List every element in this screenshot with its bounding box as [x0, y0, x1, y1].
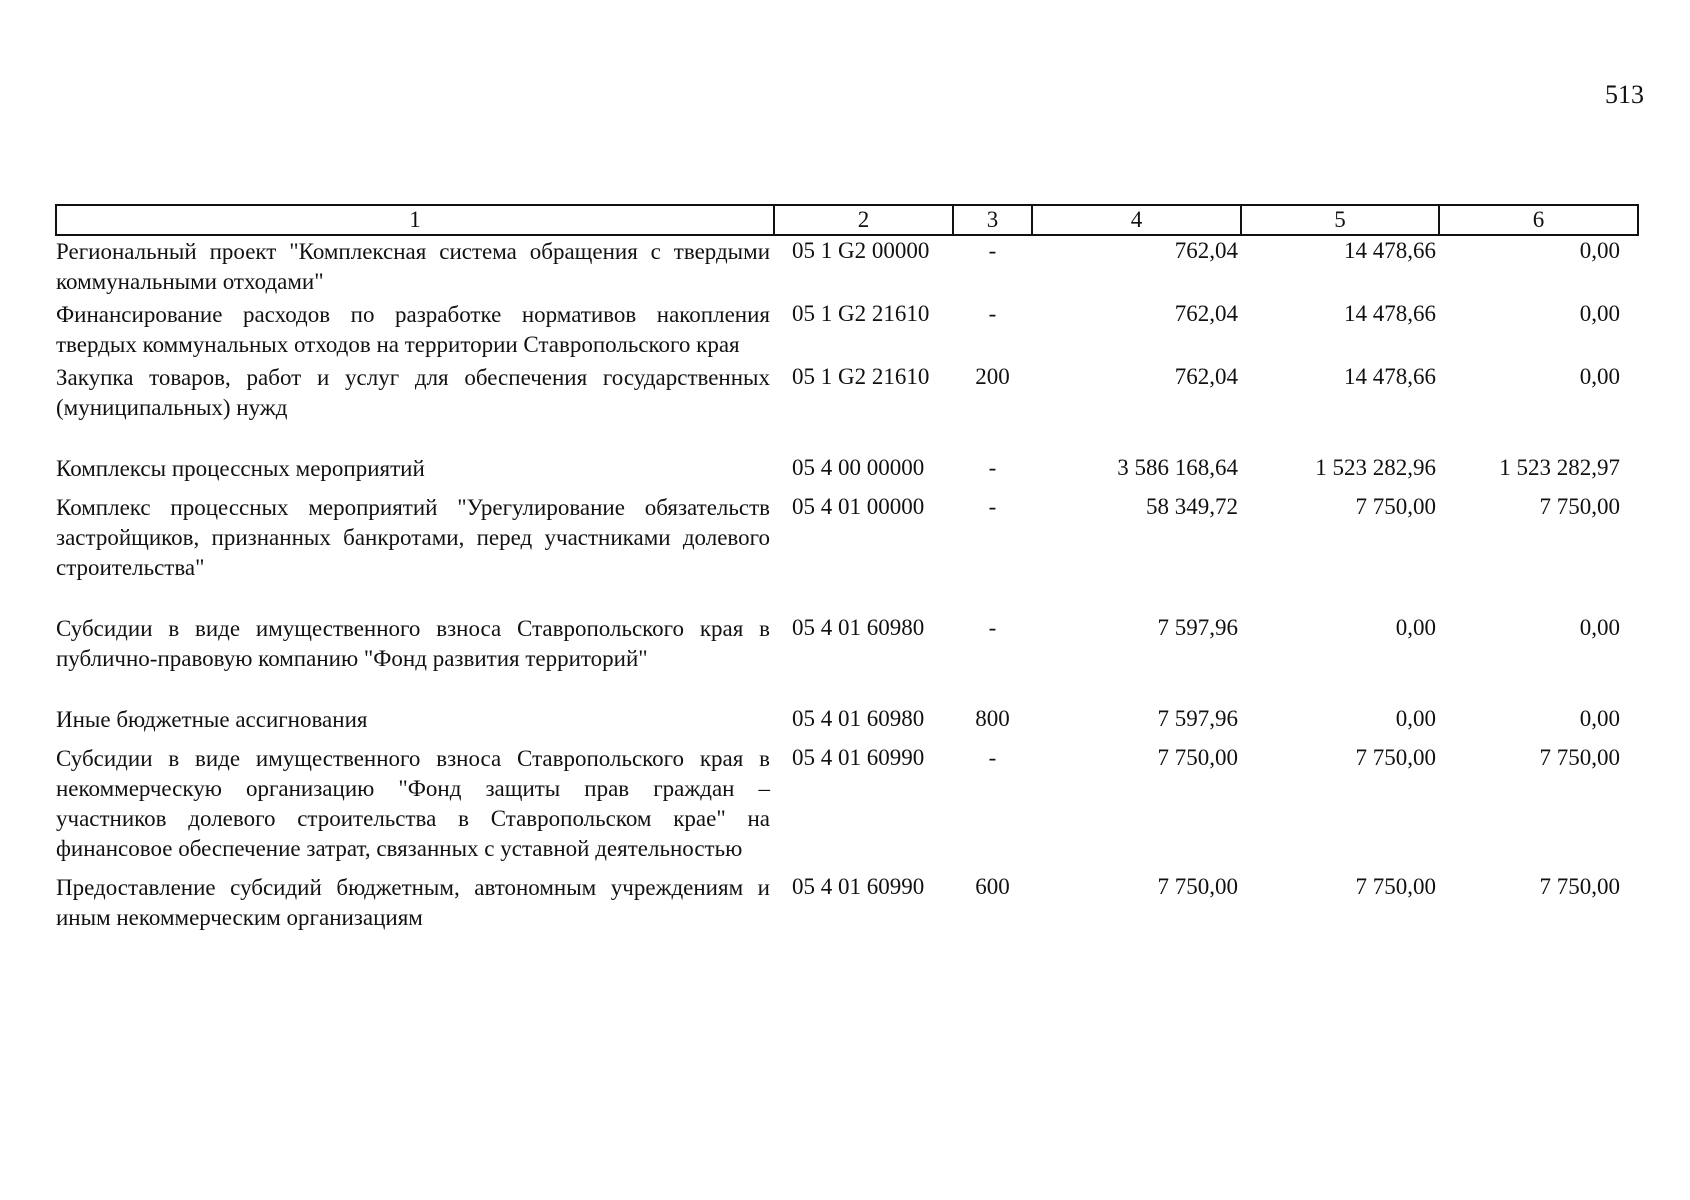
row-value-col6: 7 750,00 — [1539, 745, 1620, 770]
row-value-col6: 0,00 — [1579, 301, 1620, 326]
table-row — [56, 362, 1638, 453]
table-row — [56, 613, 1638, 704]
row-value-col6: 0,00 — [1579, 238, 1620, 263]
row-value-col4: 762,04 — [1174, 301, 1238, 326]
row-value-col6: 7 750,00 — [1539, 874, 1620, 899]
row-code: 05 1 G2 21610 — [792, 301, 930, 326]
row-code: 05 4 01 60990 — [792, 874, 925, 899]
row-value-col5: 0,00 — [1395, 706, 1436, 731]
row-name: Иные бюджетные ассигнования — [56, 707, 368, 732]
row-value-col4: 7 750,00 — [1157, 874, 1238, 899]
row-value-col5: 7 750,00 — [1355, 874, 1436, 899]
header-cell-4: 4 — [1032, 205, 1241, 235]
header-row — [56, 205, 1638, 235]
table-row — [56, 299, 1638, 362]
row-value-col4: 7 597,96 — [1157, 615, 1238, 640]
budget-table — [55, 204, 1639, 933]
row-expense-type: - — [988, 238, 997, 263]
table-row — [56, 743, 1638, 872]
row-value-col4: 3 586 168,64 — [1117, 455, 1238, 480]
header-cell-6: 6 — [1439, 205, 1638, 235]
row-value-col4: 762,04 — [1174, 364, 1238, 389]
table-body — [56, 235, 1638, 933]
row-expense-type: - — [988, 745, 997, 770]
row-value-col4: 58 349,72 — [1146, 494, 1238, 519]
table-header — [56, 205, 1638, 235]
row-name: Региональный проект "Комплексная система обращения с твердыми коммунальными отходами" — [56, 239, 770, 294]
header-cell-3: 3 — [953, 205, 1032, 235]
table-row — [56, 704, 1638, 743]
row-expense-type: 800 — [975, 706, 1010, 731]
row-code: 05 4 01 60980 — [792, 706, 925, 731]
row-code: 05 1 G2 21610 — [792, 364, 930, 389]
row-value-col5: 7 750,00 — [1355, 494, 1436, 519]
row-value-col4: 7 750,00 — [1157, 745, 1238, 770]
row-value-col6: 1 523 282,97 — [1499, 455, 1620, 480]
row-expense-type: - — [988, 455, 997, 480]
row-value-col5: 14 478,66 — [1344, 238, 1436, 263]
row-expense-type: 600 — [975, 874, 1010, 899]
row-value-col5: 7 750,00 — [1355, 745, 1436, 770]
row-code: 05 4 01 00000 — [792, 494, 925, 519]
row-value-col6: 0,00 — [1579, 615, 1620, 640]
row-value-col6: 7 750,00 — [1539, 494, 1620, 519]
row-value-col6: 0,00 — [1579, 706, 1620, 731]
table-row — [56, 872, 1638, 933]
header-cell-1: 1 — [56, 205, 774, 235]
page-number: 513 — [1605, 80, 1644, 109]
row-name: Субсидии в виде имущественного взноса Ставропольского края в некоммерческую организацию "Фонд защиты прав граждан – участников долевого строительства в Ставропольском крае" на финансовое обеспечение затрат, связанных с уставной деятельностью — [56, 746, 770, 861]
row-expense-type: 200 — [975, 364, 1010, 389]
row-name: Закупка товаров, работ и услуг для обеспечения государственных (муниципальных) нужд — [56, 365, 770, 420]
row-name: Субсидии в виде имущественного взноса Ставропольского края в публично-правовую компанию "Фонд развития территорий" — [56, 616, 770, 671]
row-code: 05 4 01 60980 — [792, 615, 925, 640]
row-code: 05 4 00 00000 — [792, 455, 925, 480]
header-cell-5: 5 — [1241, 205, 1439, 235]
row-value-col5: 1 523 282,96 — [1315, 455, 1436, 480]
row-name: Комплекс процессных мероприятий "Урегулирование обязательств застройщиков, признанных банкротами, перед участниками долевого строительства" — [56, 495, 770, 580]
row-value-col4: 7 597,96 — [1157, 706, 1238, 731]
row-expense-type: - — [988, 615, 997, 640]
header-cell-2: 2 — [774, 205, 953, 235]
table-row — [56, 235, 1638, 299]
row-expense-type: - — [988, 301, 997, 326]
row-name: Предоставление субсидий бюджетным, автономным учреждениям и иным некоммерческим организациям — [56, 875, 770, 930]
row-value-col5: 14 478,66 — [1344, 301, 1436, 326]
table-row — [56, 492, 1638, 613]
row-value-col4: 762,04 — [1174, 238, 1238, 263]
row-expense-type: - — [988, 494, 997, 519]
row-value-col5: 14 478,66 — [1344, 364, 1436, 389]
row-name: Финансирование расходов по разработке нормативов накопления твердых коммунальных отходов на территории Ставропольского края — [56, 302, 770, 357]
row-code: 05 4 01 60990 — [792, 745, 925, 770]
table-row — [56, 453, 1638, 492]
row-value-col5: 0,00 — [1395, 615, 1436, 640]
row-value-col6: 0,00 — [1579, 364, 1620, 389]
row-code: 05 1 G2 00000 — [792, 238, 930, 263]
row-name: Комплексы процессных мероприятий — [56, 456, 425, 481]
